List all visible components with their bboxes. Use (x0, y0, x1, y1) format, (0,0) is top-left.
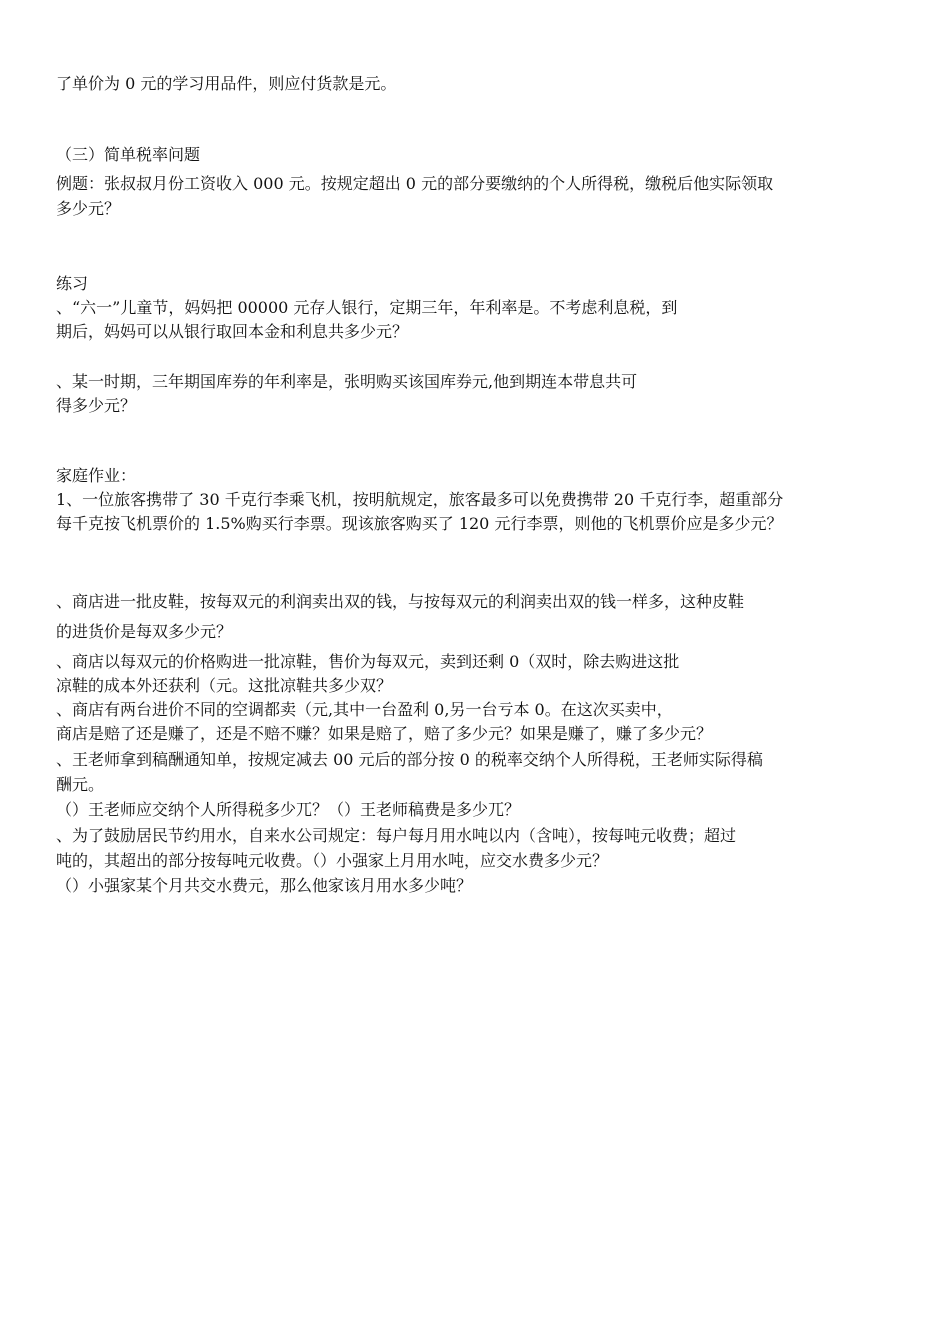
exercise-1-line-1: 、“六一”儿童节，妈妈把 00000 元存人银行，定期三年，年利率是。不考虑利息税，到 (56, 298, 678, 317)
exercise-heading: 练习 (56, 274, 89, 293)
homework-5-line-2: 酬元。 (56, 775, 105, 794)
section-heading-tax: （三）简单税率问题 (56, 145, 201, 164)
homework-6-line-2: 吨的，其超出的部分按每吨元收费。（）小强家上月用水吨，应交水费多少元？ (56, 851, 609, 870)
text-line-1: 了单价为 0 元的学习用品件，则应付货款是元。 (56, 74, 397, 93)
homework-4-line-2: 商店是赔了还是赚了，还是不赔不赚？如果是赔了，赔了多少元？如果是赚了，赚了多少元？ (56, 724, 713, 743)
example-line-1: 例题：张叔叔月份工资收入 000 元。按规定超出 0 元的部分要缴纳的个人所得税，缴税后他实际领取 (56, 174, 774, 193)
homework-3-line-1: 、商店以每双元的价格购进一批凉鞋，售价为每双元，卖到还剩 0（双时，除去购进这批 (56, 652, 680, 671)
homework-2-line-1: 、商店进一批皮鞋，按每双元的利润卖出双的钱，与按每双元的利润卖出双的钱一样多，这种皮鞋 (56, 592, 745, 611)
homework-5-line-1: 、王老师拿到稿酬通知单，按规定减去 00 元后的部分按 0 的税率交纳个人所得税，王老师实际得稿 (56, 750, 763, 769)
example-line-2: 多少元？ (56, 199, 121, 218)
homework-6-line-3: （）小强家某个月共交水费元，那么他家该月用水多少吨？ (56, 876, 473, 895)
exercise-2-line-1: 、某一时期，三年期国库券的年利率是，张明购买该国库券元,他到期连本带息共可 (56, 372, 638, 391)
exercise-2-line-2: 得多少元？ (56, 396, 137, 415)
homework-1-line-2: 每千克按飞机票价的 1.5%购买行李票。现该旅客购买了 120 元行李票，则他的飞机票价应是多少元？ (56, 514, 783, 533)
exercise-1-line-2: 期后，妈妈可以从银行取回本金和利息共多少元？ (56, 322, 409, 341)
homework-1-line-1: 1、一位旅客携带了 30 千克行李乘飞机，按明航规定，旅客最多可以免费携带 20 千克行李，超重部分 (56, 490, 784, 509)
homework-4-line-1: 、商店有两台进价不同的空调都卖（元,其中一台盈利 0,另一台亏本 0。在这次买卖中， (56, 700, 673, 719)
homework-6-line-1: 、为了鼓励居民节约用水，自来水公司规定：每户每月用水吨以内（含吨），按每吨元收费；超过 (56, 826, 737, 845)
homework-heading: 家庭作业： (56, 466, 137, 485)
homework-2-line-2: 的进货价是每双多少元？ (56, 622, 233, 641)
homework-5-subquestions: （）王老师应交纳个人所得税多少兀？（）王老师稿费是多少兀？ (56, 800, 521, 819)
homework-3-line-2: 凉鞋的成本外还获利（元。这批凉鞋共多少双？ (56, 676, 393, 695)
